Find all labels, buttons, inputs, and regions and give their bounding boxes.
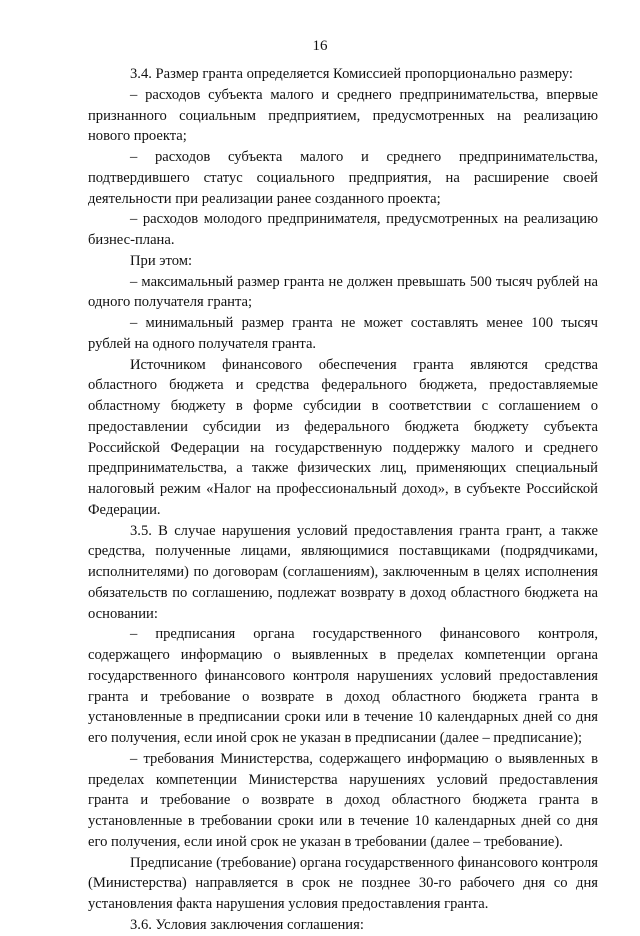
paragraph-funding-source: Источником финансового обеспечения гранта являются средства областного бюджета и средства федерального бюджета, предоставляемые областному бюджету в форме субсидии в соответствии с соглашением о предоставлении субсидии из федерального бюджета бюджету субъекта Российской Федерации на государственную поддержку малого и среднего предпринимательства, а также физических лиц, применяющих специальный налоговый режим «Налог на профессиональный доход», в субъекте Российской Федерации.: [88, 356, 598, 518]
paragraph-list-item: – предписания органа государственного финансового контроля, содержащего информацию о выявленных в пределах компетенции органа государственного финансового контроля нарушениях условий предоставления гранта и требование о возврате в доход областного бюджета гранта в установленные в предписании сроки или в течение 10 календарных дней со дня его получения, если иной срок не указан в предписании (далее – предписание);: [88, 626, 598, 746]
paragraph-note: При этом:: [130, 252, 193, 269]
paragraph-list-item: – расходов субъекта малого и среднего предпринимательства, впервые признанного социальным предприятием, предусмотренных на реализацию нового проекта;: [88, 86, 598, 145]
paragraph-prescription-deadline: Предписание (требование) органа государственного финансового контроля (Министерства) направляется в срок не позднее 30-го рабочего дня со дня установления факта нарушения условия предоставления гранта.: [88, 854, 598, 912]
paragraph-3-6-heading: 3.6. Условия заключения соглашения:: [130, 916, 364, 933]
paragraph-list-item: – максимальный размер гранта не должен превышать 500 тысяч рублей на одного получателя гранта;: [88, 273, 598, 311]
paragraph-3-4-heading: 3.4. Размер гранта определяется Комиссией пропорционально размеру:: [130, 66, 573, 82]
paragraph-list-item: – расходов молодого предпринимателя, предусмотренных на реализацию бизнес-плана.: [88, 211, 598, 248]
paragraph-list-item: – расходов субъекта малого и среднего предпринимательства, подтвердившего статус социального предприятия, на расширение своей деятельности при реализации ранее созданного проекта;: [88, 149, 598, 207]
paragraph-list-item: – минимальный размер гранта не может составлять менее 100 тысяч рублей на одного получателя гранта.: [88, 315, 598, 352]
document-body: [88, 64, 598, 936]
page-number: 16: [312, 38, 328, 54]
paragraph-3-5: 3.5. В случае нарушения условий предоставления гранта грант, а также средства, полученные лицами, являющимися поставщиками (подрядчиками, исполнителями) по договорам (соглашениям), заключенным в целях исполнения обязательств по соглашению, подлежат возврату в доход областного бюджета на основании:: [88, 522, 598, 622]
paragraph-list-item: – требования Министерства, содержащего информацию о выявленных в пределах компетенции Министерства нарушениях условий предоставления гранта и требование о возврате в доход областного бюджета гранта в установленные в требовании сроки или в течение 10 календарных дней со дня его получения, если иной срок не указан в требовании (далее – требование).: [88, 750, 598, 850]
